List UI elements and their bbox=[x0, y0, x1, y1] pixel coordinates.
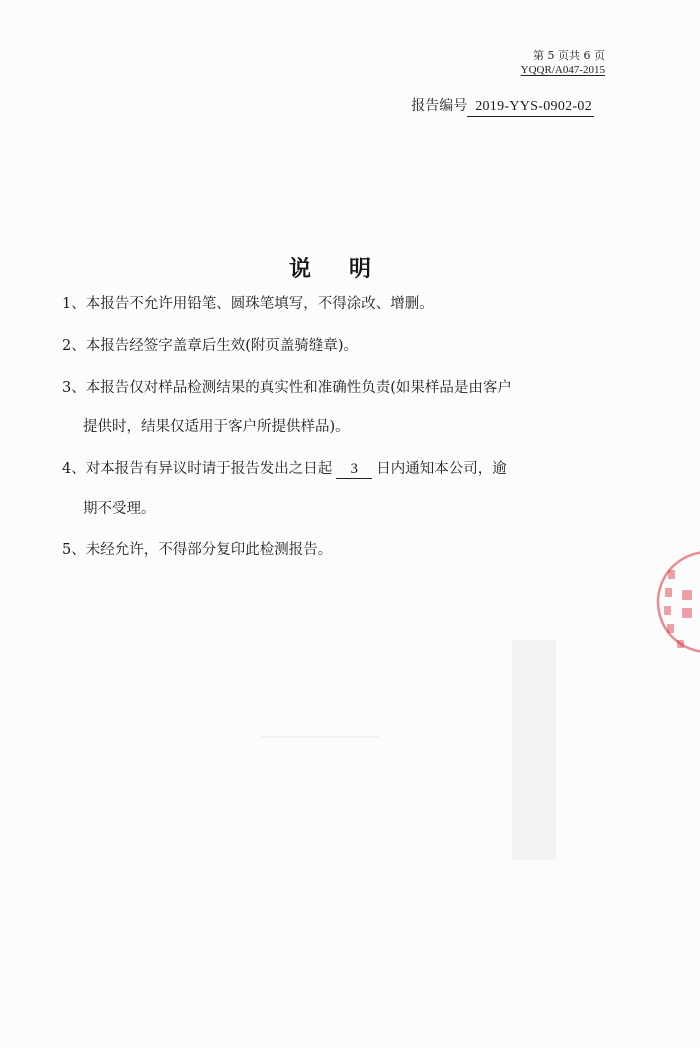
page-title: 说明 bbox=[288, 256, 409, 282]
page-number: 第 5 页共 6 页 bbox=[533, 49, 605, 62]
report-number-label: 报告编号 bbox=[411, 98, 468, 114]
note-text: 2、本报告经签字盖章后生效(附页盖骑缝章)。 bbox=[62, 338, 359, 354]
days-blank: 3 bbox=[336, 461, 372, 479]
report-number-value: 2019-YYS-0902-02 bbox=[467, 99, 594, 117]
note-text-after: 日内通知本公司，逾 bbox=[376, 461, 507, 477]
note-text-continued: 提供时，结果仅适用于客户所提供样品)。 bbox=[83, 419, 350, 435]
report-number bbox=[411, 95, 594, 117]
company-seal-icon bbox=[652, 544, 700, 664]
note-item bbox=[62, 538, 332, 559]
note-text: 3、本报告仅对样品检测结果的真实性和准确性负责(如果样品是由客户 bbox=[62, 380, 512, 396]
note-text: 1、本报告不允许用铅笔、圆珠笔填写，不得涂改、增删。 bbox=[62, 296, 434, 312]
note-text-continued: 期不受理。 bbox=[83, 501, 156, 517]
page-info bbox=[521, 48, 605, 78]
scan-artifact bbox=[260, 736, 380, 738]
note-item bbox=[62, 376, 512, 436]
scan-artifact bbox=[512, 640, 556, 860]
note-item bbox=[62, 292, 434, 313]
note-text: 4、对本报告有异议时请于报告发出之日起 bbox=[62, 461, 333, 477]
note-item bbox=[62, 457, 507, 518]
note-item bbox=[62, 334, 358, 355]
form-code: YQQR/A047-2015 bbox=[520, 64, 605, 76]
note-text: 5、未经允许，不得部分复印此检测报告。 bbox=[62, 542, 333, 558]
